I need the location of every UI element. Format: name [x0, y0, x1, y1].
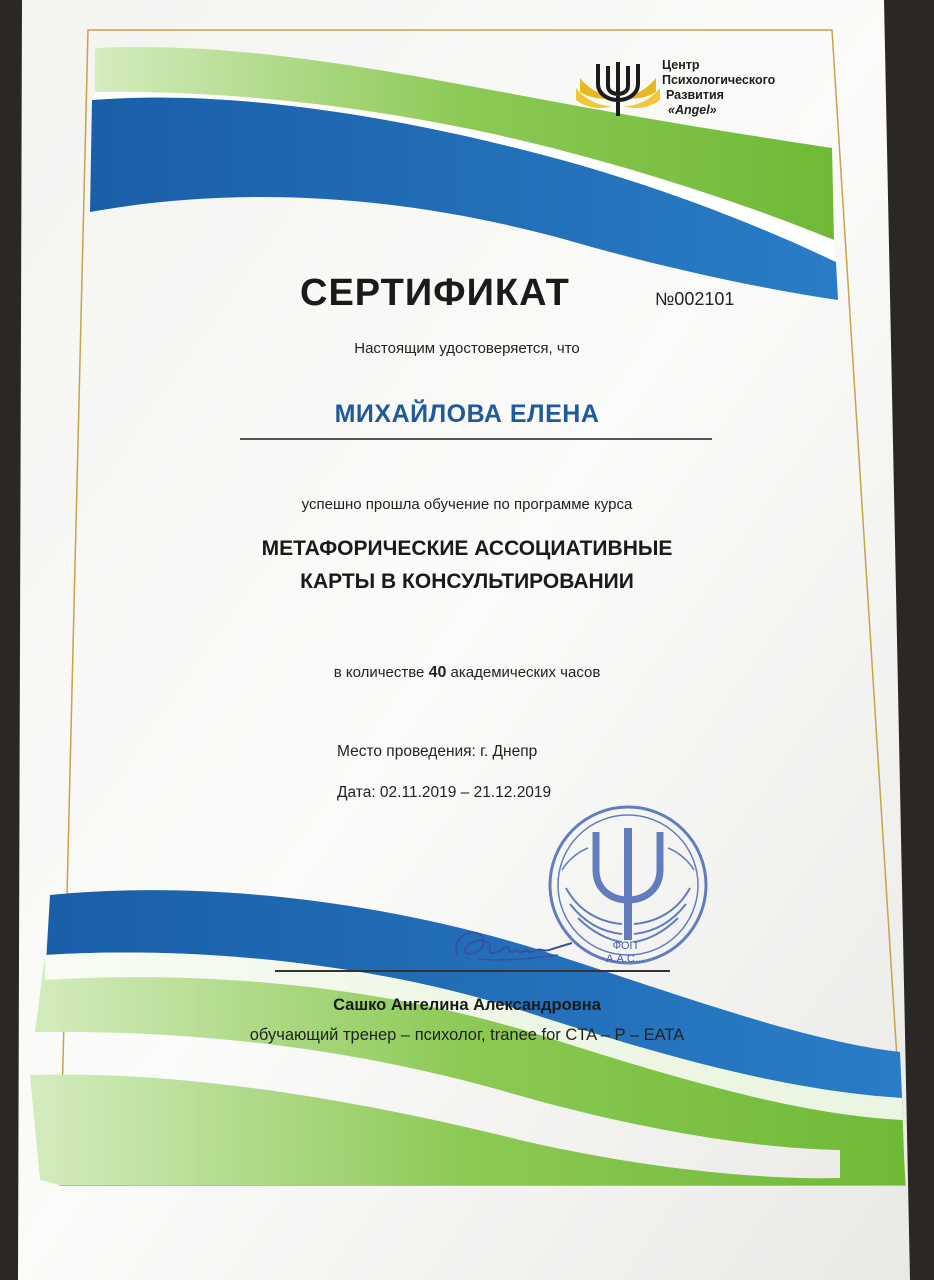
- hours-prefix: в количестве: [333, 664, 425, 681]
- place-text: Место проведения: г. Днепр: [337, 743, 538, 760]
- date-text: Дата: 02.11.2019 – 21.12.2019: [337, 784, 552, 801]
- logo-line-4: «Angel»: [668, 103, 717, 117]
- signature-line: [275, 970, 670, 972]
- trainer-name: Сашко Ангелина Александровна: [333, 996, 601, 1014]
- handwritten-signature-icon: [448, 915, 588, 975]
- psi-wings-logo-icon: [574, 58, 662, 122]
- certificate-title: СЕРТИФИКАТ: [300, 272, 570, 314]
- logo-line-2: Психологического: [662, 73, 776, 87]
- logo-line-1: Центр: [662, 58, 700, 72]
- logo-line-3: Развития: [666, 88, 724, 102]
- recipient-name: МИХАЙЛОВА ЕЛЕНА: [334, 400, 600, 428]
- stamp-line-2: А.А.С...: [606, 953, 644, 965]
- intro-text: Настоящим удостоверяется, что: [354, 340, 580, 357]
- stamp-text: [600, 940, 650, 966]
- stamp-line-1: ФОП: [612, 940, 638, 952]
- program-intro-text: успешно прошла обучение по программе курса: [301, 496, 633, 513]
- trainer-role: обучающий тренер – психолог, tranee for CTA – P – EATA: [249, 1026, 685, 1044]
- course-title-line-1: МЕТАФОРИЧЕСКИЕ АССОЦИАТИВНЫЕ: [261, 537, 673, 560]
- hours-suffix: академических часов: [450, 664, 601, 681]
- hours-value: 40: [428, 664, 447, 681]
- recipient-underline: [240, 438, 712, 440]
- logo-text: [662, 58, 812, 118]
- course-title-line-2: КАРТЫ В КОНСУЛЬТИРОВАНИИ: [300, 570, 634, 593]
- certificate-number: №002101: [655, 289, 735, 309]
- hours-text: [0, 664, 934, 682]
